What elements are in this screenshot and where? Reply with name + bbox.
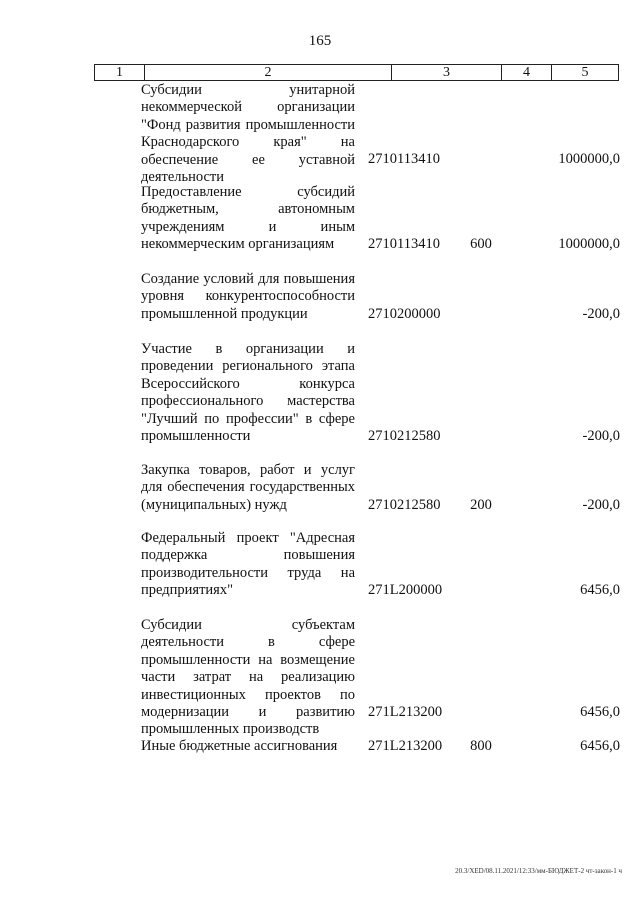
row-code: 271L213200	[368, 704, 443, 720]
row-type: 600	[470, 236, 492, 252]
row-code: 2710113410	[368, 151, 440, 167]
header-col-2: 2	[145, 65, 392, 80]
table-header	[94, 64, 619, 81]
header-col-5: 5	[581, 65, 589, 80]
row-code: 2710212580	[368, 497, 441, 513]
footer-stamp: 20.3/XED/08.11.2021/12:33/мм-БЮДЖЕТ-2 чт-закон-1 ч	[455, 867, 622, 875]
row-description: Создание условий для повышения уровня конкурентоспособности промышленной продукции	[141, 271, 355, 322]
row-code: 2710113410	[368, 236, 440, 252]
header-col-4: 4	[502, 65, 552, 80]
row-description: Иные бюджетные ассигнования	[141, 738, 338, 754]
row-description: Участие в организации и проведении регионального этапа Всероссийского конкурса профессионального мастерства "Лучший по профессии" в сфере промышленности	[141, 341, 355, 445]
row-description: Субсидии унитарной некоммерческой организации "Фонд развития промышленности Краснодарского края" на обеспечение ее уставной деятельности	[141, 82, 355, 186]
row-type: 800	[470, 738, 492, 754]
row-description: Предоставление субсидий бюджетным, автономным учреждениям и иным некоммерческим организациям	[141, 184, 355, 253]
row-amount: 6456,0	[580, 704, 620, 720]
row-description: Федеральный проект "Адресная поддержка повышения производительности труда на предприятиях"	[141, 530, 355, 599]
row-amount: -200,0	[582, 497, 620, 513]
row-code: 2710212580	[368, 428, 441, 444]
row-amount: -200,0	[582, 428, 620, 444]
row-amount: -200,0	[582, 306, 620, 322]
header-col-1: 1	[95, 65, 145, 80]
row-type: 200	[470, 497, 492, 513]
row-amount: 6456,0	[580, 738, 620, 754]
row-amount: 1000000,0	[558, 236, 620, 252]
row-amount: 1000000,0	[558, 151, 620, 167]
row-code: 2710200000	[368, 306, 441, 322]
row-description: Закупка товаров, работ и услуг для обеспечения государственных (муниципальных) нужд	[141, 462, 355, 513]
header-col-3: 3	[392, 65, 502, 80]
row-description: Субсидии субъектам деятельности в сфере промышленности на возмещение части затрат на реализацию инвестиционных проектов по модернизации и развитию промышленных производств	[141, 617, 355, 738]
page-number: 165	[308, 33, 332, 49]
row-amount: 6456,0	[580, 582, 620, 598]
row-code: 271L213200	[368, 738, 443, 754]
row-code: 271L200000	[368, 582, 443, 598]
